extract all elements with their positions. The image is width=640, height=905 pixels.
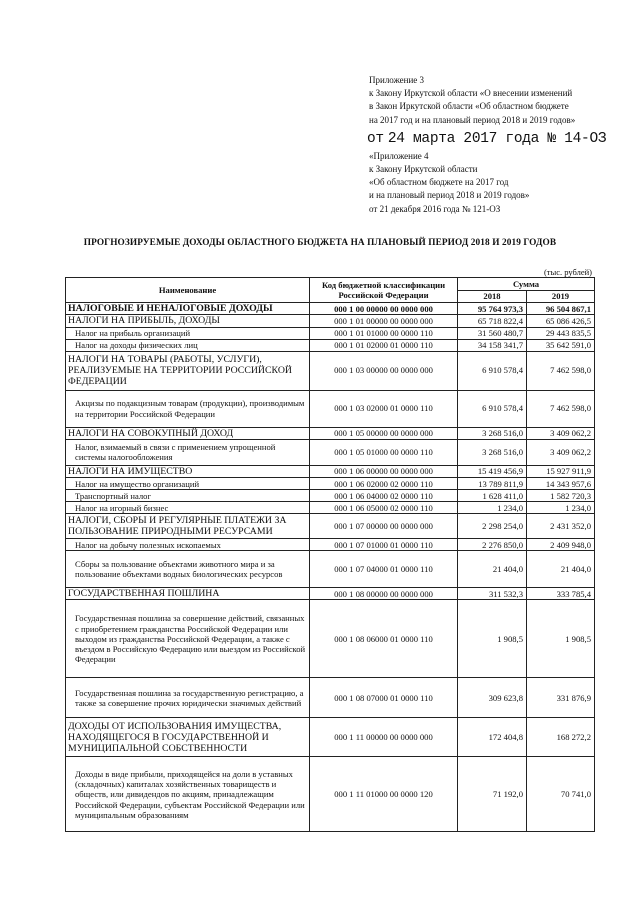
table-row <box>66 600 595 678</box>
header-sum: Сумма <box>458 278 595 291</box>
row-name: Доходы в виде прибыли, приходящейся на доли в уставных (складочных) капиталах хозяйственных товариществ и обществ, или дивидендов по акциям, принадлежащим Российской Федерации, субъектам Российской Федерации или муниципальным образованиям <box>66 757 310 832</box>
row-2019: 29 443 835,5 <box>527 327 595 339</box>
row-2019: 14 343 957,6 <box>527 478 595 490</box>
row-name: НАЛОГИ НА ПРИБЫЛЬ, ДОХОДЫ <box>66 315 310 327</box>
row-name: НАЛОГИ НА СОВОКУПНЫЙ ДОХОД <box>66 427 310 439</box>
row-name: Налог на имущество организаций <box>66 478 310 490</box>
stamp-text: 24 марта 2017 года № 14-ОЗ <box>387 130 607 147</box>
appendix-3-line-1: Приложение 3 <box>369 75 425 85</box>
table-row <box>66 339 595 351</box>
row-2019: 96 504 867,1 <box>527 303 595 315</box>
row-2018: 3 268 516,0 <box>458 427 527 439</box>
table-row <box>66 502 595 514</box>
row-2019: 7 462 598,0 <box>527 351 595 390</box>
row-2018: 172 404,8 <box>458 718 527 757</box>
table-row <box>66 718 595 757</box>
row-2018: 65 718 822,4 <box>458 315 527 327</box>
row-name: Транспортный налог <box>66 490 310 502</box>
row-name: Налог на игорный бизнес <box>66 502 310 514</box>
row-2019: 3 409 062,2 <box>527 439 595 465</box>
table-row <box>66 539 595 551</box>
table-row <box>66 439 595 465</box>
appendix-3-line-4: на 2017 год и на плановый период 2018 и 2019 годов» <box>369 114 576 125</box>
row-code: 000 1 07 01000 01 0000 110 <box>310 539 458 551</box>
row-name: Налог, взимаемый в связи с применением упрощенной системы налогообложения <box>66 439 310 465</box>
row-code: 000 1 01 00000 00 0000 000 <box>310 315 458 327</box>
row-name: Налог на доходы физических лиц <box>66 339 310 351</box>
row-name: Государственная пошлина за совершение действий, связанных с приобретением гражданства Российской Федерации или выходом из гражданства Российской Федерации, а также с въездом в Российскую Федерацию или выездом из Российской Федерации <box>66 600 310 678</box>
table-row <box>66 478 595 490</box>
row-2019: 35 642 591,0 <box>527 339 595 351</box>
law-header <box>369 74 606 216</box>
row-code: 000 1 11 01000 00 0000 120 <box>310 757 458 832</box>
row-2018: 1 628 411,0 <box>458 490 527 502</box>
header-year-2018: 2018 <box>458 291 527 303</box>
row-2018: 3 268 516,0 <box>458 439 527 465</box>
document-title: ПРОГНОЗИРУЕМЫЕ ДОХОДЫ ОБЛАСТНОГО БЮДЖЕТА НА ПЛАНОВЫЙ ПЕРИОД 2018 И 2019 ГОДОВ <box>83 238 557 248</box>
row-2018: 6 910 578,4 <box>458 351 527 390</box>
row-2018: 15 419 456,9 <box>458 465 527 477</box>
table-row <box>66 351 595 390</box>
row-name: НАЛОГИ НА ИМУЩЕСТВО <box>66 465 310 477</box>
row-2019: 168 272,2 <box>527 718 595 757</box>
row-name: Налог на добычу полезных ископаемых <box>66 539 310 551</box>
row-name: Налог на прибыль организаций <box>66 327 310 339</box>
row-code: 000 1 11 00000 00 0000 000 <box>310 718 458 757</box>
row-2019: 1 582 720,3 <box>527 490 595 502</box>
appendix-4-line-1: «Приложение 4 <box>369 150 429 161</box>
table-row <box>66 514 595 539</box>
table-row <box>66 588 595 600</box>
row-2018: 71 192,0 <box>458 757 527 832</box>
row-2019: 70 741,0 <box>527 757 595 832</box>
row-code: 000 1 00 00000 00 0000 000 <box>310 303 458 315</box>
row-name: Акцизы по подакцизным товарам (продукции), производимым на территории Российской Федерации <box>66 390 310 427</box>
row-2019: 1 908,5 <box>527 600 595 678</box>
table-row <box>66 327 595 339</box>
row-2018: 2 298 254,0 <box>458 514 527 539</box>
row-name: НАЛОГИ НА ТОВАРЫ (РАБОТЫ, УСЛУГИ), РЕАЛИЗУЕМЫЕ НА ТЕРРИТОРИИ РОССИЙСКОЙ ФЕДЕРАЦИИ <box>66 351 310 390</box>
table-row <box>66 757 595 832</box>
table-row <box>66 303 595 315</box>
row-2019: 1 234,0 <box>527 502 595 514</box>
appendix-4-line-4: и на плановый период 2018 и 2019 годов» <box>369 190 530 201</box>
table-row <box>66 490 595 502</box>
row-code: 000 1 07 04000 01 0000 110 <box>310 551 458 588</box>
row-name: ГОСУДАРСТВЕННАЯ ПОШЛИНА <box>66 588 310 600</box>
appendix-4-line-3: «Об областном бюджете на 2017 год <box>369 177 509 188</box>
row-2019: 2 431 352,0 <box>527 514 595 539</box>
row-2018: 1 234,0 <box>458 502 527 514</box>
table-row <box>66 551 595 588</box>
row-code: 000 1 06 02000 02 0000 110 <box>310 478 458 490</box>
row-code: 000 1 06 05000 02 0000 110 <box>310 502 458 514</box>
row-2018: 21 404,0 <box>458 551 527 588</box>
row-code: 000 1 06 04000 02 0000 110 <box>310 490 458 502</box>
table-row <box>66 465 595 477</box>
header-code: Код бюджетной классификации Российской Федерации <box>310 278 458 303</box>
row-code: 000 1 08 07000 01 0000 110 <box>310 678 458 718</box>
row-name: НАЛОГИ, СБОРЫ И РЕГУЛЯРНЫЕ ПЛАТЕЖИ ЗА ПОЛЬЗОВАНИЕ ПРИРОДНЫМИ РЕСУРСАМИ <box>66 514 310 539</box>
table-row <box>66 427 595 439</box>
row-2019: 7 462 598,0 <box>527 390 595 427</box>
row-code: 000 1 01 02000 01 0000 110 <box>310 339 458 351</box>
row-code: 000 1 03 02000 01 0000 110 <box>310 390 458 427</box>
row-2018: 1 908,5 <box>458 600 527 678</box>
row-2019: 65 086 426,5 <box>527 315 595 327</box>
appendix-3-line-3: в Закон Иркутской области «Об областном бюджете <box>369 101 569 112</box>
table-row <box>66 315 595 327</box>
row-2018: 13 789 811,9 <box>458 478 527 490</box>
date-number-stamp <box>367 130 606 148</box>
appendix-4-line-5: от 21 декабря 2016 года № 121-ОЗ <box>369 203 501 214</box>
appendix-3-line-2: к Закону Иркутской области «О внесении изменений <box>369 88 573 99</box>
units-label: (тыс. рублей) <box>543 267 592 277</box>
revenue-table <box>65 277 595 832</box>
row-name: Государственная пошлина за государственную регистрацию, а также за совершение прочих юридически значимых действий <box>66 678 310 718</box>
row-2018: 6 910 578,4 <box>458 390 527 427</box>
row-code: 000 1 06 00000 00 0000 000 <box>310 465 458 477</box>
appendix-4-line-2: к Закону Иркутской области <box>369 164 478 175</box>
table-row <box>66 390 595 427</box>
row-code: 000 1 05 00000 00 0000 000 <box>310 427 458 439</box>
row-2019: 2 409 948,0 <box>527 539 595 551</box>
table-row <box>66 678 595 718</box>
row-2018: 34 158 341,7 <box>458 339 527 351</box>
row-code: 000 1 01 01000 00 0000 110 <box>310 327 458 339</box>
row-2019: 333 785,4 <box>527 588 595 600</box>
row-code: 000 1 08 06000 01 0000 110 <box>310 600 458 678</box>
row-code: 000 1 03 00000 00 0000 000 <box>310 351 458 390</box>
row-2018: 311 532,3 <box>458 588 527 600</box>
header-name: Наименование <box>66 278 310 303</box>
row-2019: 21 404,0 <box>527 551 595 588</box>
header-year-2019: 2019 <box>527 291 595 303</box>
row-code: 000 1 05 01000 00 0000 110 <box>310 439 458 465</box>
row-name: НАЛОГОВЫЕ И НЕНАЛОГОВЫЕ ДОХОДЫ <box>66 303 310 315</box>
row-2018: 95 764 973,3 <box>458 303 527 315</box>
row-2019: 3 409 062,2 <box>527 427 595 439</box>
stamp-prefix: от <box>367 130 384 147</box>
row-2019: 15 927 911,9 <box>527 465 595 477</box>
row-2018: 31 560 480,7 <box>458 327 527 339</box>
row-2018: 2 276 850,0 <box>458 539 527 551</box>
row-code: 000 1 08 00000 00 0000 000 <box>310 588 458 600</box>
row-2018: 309 623,8 <box>458 678 527 718</box>
row-code: 000 1 07 00000 00 0000 000 <box>310 514 458 539</box>
row-name: Сборы за пользование объектами животного мира и за пользование объектами водных биологических ресурсов <box>66 551 310 588</box>
row-name: ДОХОДЫ ОТ ИСПОЛЬЗОВАНИЯ ИМУЩЕСТВА, НАХОДЯЩЕГОСЯ В ГОСУДАРСТВЕННОЙ И МУНИЦИПАЛЬНОЙ СОБСТВЕННОСТИ <box>66 718 310 757</box>
row-2019: 331 876,9 <box>527 678 595 718</box>
